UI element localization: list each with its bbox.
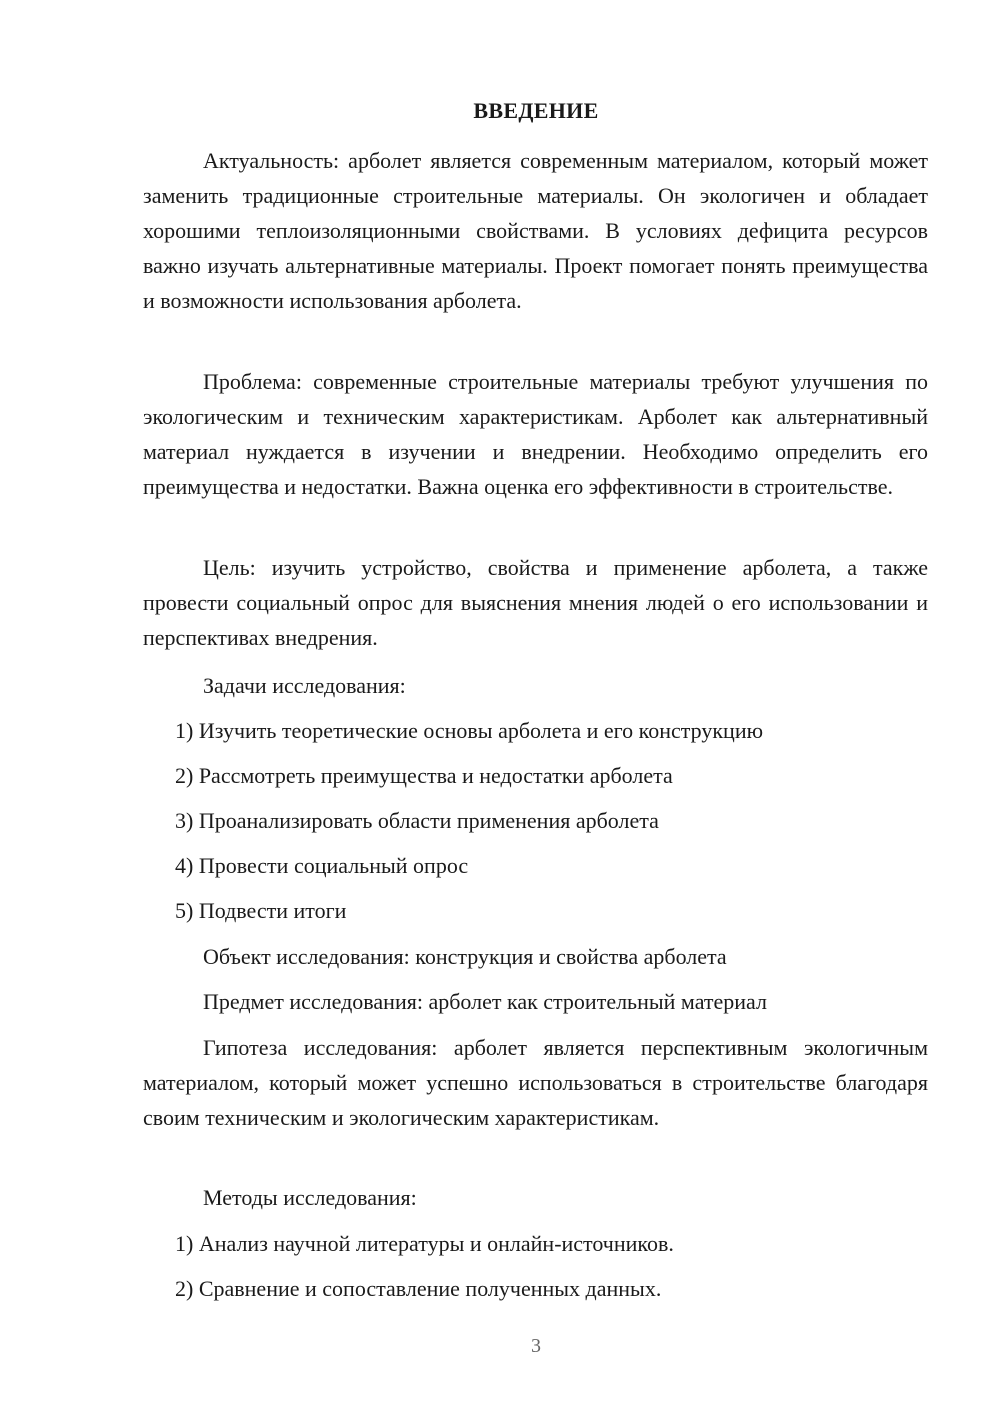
page-number: 3	[531, 1335, 541, 1357]
problem-block	[143, 364, 928, 504]
subject-block	[143, 984, 928, 1019]
methods-heading: Методы исследования:	[203, 1185, 417, 1210]
object-line: Объект исследования: конструкция и свойства арболета	[203, 944, 727, 969]
problem-paragraph: Проблема: современные строительные материалы требуют улучшения по экологическим и техническим характеристикам. Арболет как альтернативный материал нуждается в изучении и внедрении. Необходимо определить его преимущества и недостатки. Важна оценка его эффективности в строительстве.	[143, 369, 928, 499]
task-2-block	[143, 758, 928, 793]
hypothesis-block	[143, 1030, 928, 1135]
task-1-block	[143, 713, 928, 748]
method-item: 1) Анализ научной литературы и онлайн-источников.	[175, 1231, 674, 1256]
task-item: 2) Рассмотреть преимущества и недостатки арболета	[175, 763, 673, 788]
task-3-block	[143, 803, 928, 838]
method-2-block	[143, 1271, 928, 1306]
goal-paragraph: Цель: изучить устройство, свойства и применение арболета, а также провести социальный опрос для выяснения мнения людей о его использовании и перспективах внедрения.	[143, 555, 928, 650]
task-item: 3) Проанализировать области применения арболета	[175, 808, 659, 833]
task-item: 1) Изучить теоретические основы арболета и его конструкцию	[175, 718, 764, 743]
method-1-block	[143, 1226, 928, 1261]
hypothesis-paragraph: Гипотеза исследования: арболет является перспективным экологичным материалом, который может успешно использоваться в строительстве благодаря своим техническим и экологическим характеристикам.	[143, 1035, 928, 1130]
method-item: 2) Сравнение и сопоставление полученных данных.	[175, 1276, 662, 1301]
methods-heading-block	[143, 1180, 928, 1215]
object-block	[143, 939, 928, 974]
tasks-heading-block	[143, 668, 928, 703]
subject-line: Предмет исследования: арболет как строительный материал	[203, 989, 767, 1014]
task-4-block	[143, 848, 928, 883]
tasks-heading: Задачи исследования:	[203, 673, 406, 698]
relevance-block	[143, 143, 928, 318]
relevance-paragraph: Актуальность: арболет является современным материалом, который может заменить традиционные строительные материалы. Он экологичен и обладает хорошими теплоизоляционными свойствами. В условиях дефицита ресурсов важно изучать альтернативные материалы. Проект помогает понять преимущества и возможности использования арболета.	[143, 148, 928, 313]
task-5-block	[143, 893, 928, 928]
task-item: 5) Подвести итоги	[175, 898, 347, 923]
task-item: 4) Провести социальный опрос	[175, 853, 469, 878]
page-title: ВВЕДЕНИЕ	[473, 98, 599, 123]
goal-block	[143, 550, 928, 655]
